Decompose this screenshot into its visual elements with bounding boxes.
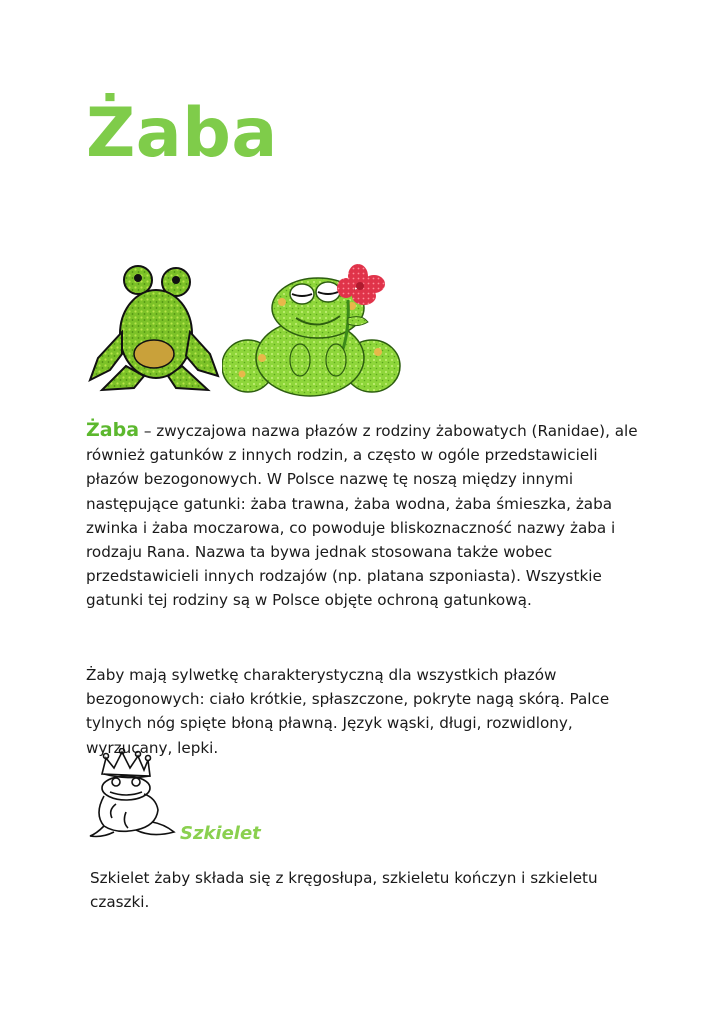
intro-lead-word: Żaba [86, 419, 140, 441]
intro-text: – zwyczajowa nazwa płazów z rodziny żabowatych (Ranidae), ale również gatunków z innych rodzin, a często w ogóle przedstawicieli płazów bezogonowych. W Polsce nazwę tę noszą między innymi następujące gatunki: żaba trawna, żaba wodna, żaba śmieszka, żaba zwinka i żaba moczarowa, co powoduje bliskoznaczność nazwy żaba i rodzaju Rana. Nazwa ta bywa jednak stosowana także wobec przedstawicieli innych rodzajów (np. platana szponiasta). Wszystkie gatunki tej rodziny są w Polsce objęte ochroną gatunkową. [86, 422, 638, 610]
frog-with-flower-icon [222, 262, 406, 398]
section-heading-szkielet: Szkielet [180, 823, 261, 844]
frog-prince-sketch-icon [86, 748, 178, 840]
intro-paragraph [86, 418, 646, 613]
green-glitter-frog-icon [86, 262, 220, 394]
page-title: Żaba [86, 94, 278, 173]
section-text: Szkielet żaby składa się z kręgosłupa, szkieletu kończyn i szkieletu czaszki. [90, 869, 598, 912]
body-paragraph: Żaby mają sylwetkę charakterystyczną dla wszystkich płazów bezogonowych: ciało krótkie, spłaszczone, pokryte nagą skórą. Palce tylnych nóg spięte błoną pławną. Język wąski, długi, rozwidlony, wyrzucany, lepki. [86, 666, 610, 757]
